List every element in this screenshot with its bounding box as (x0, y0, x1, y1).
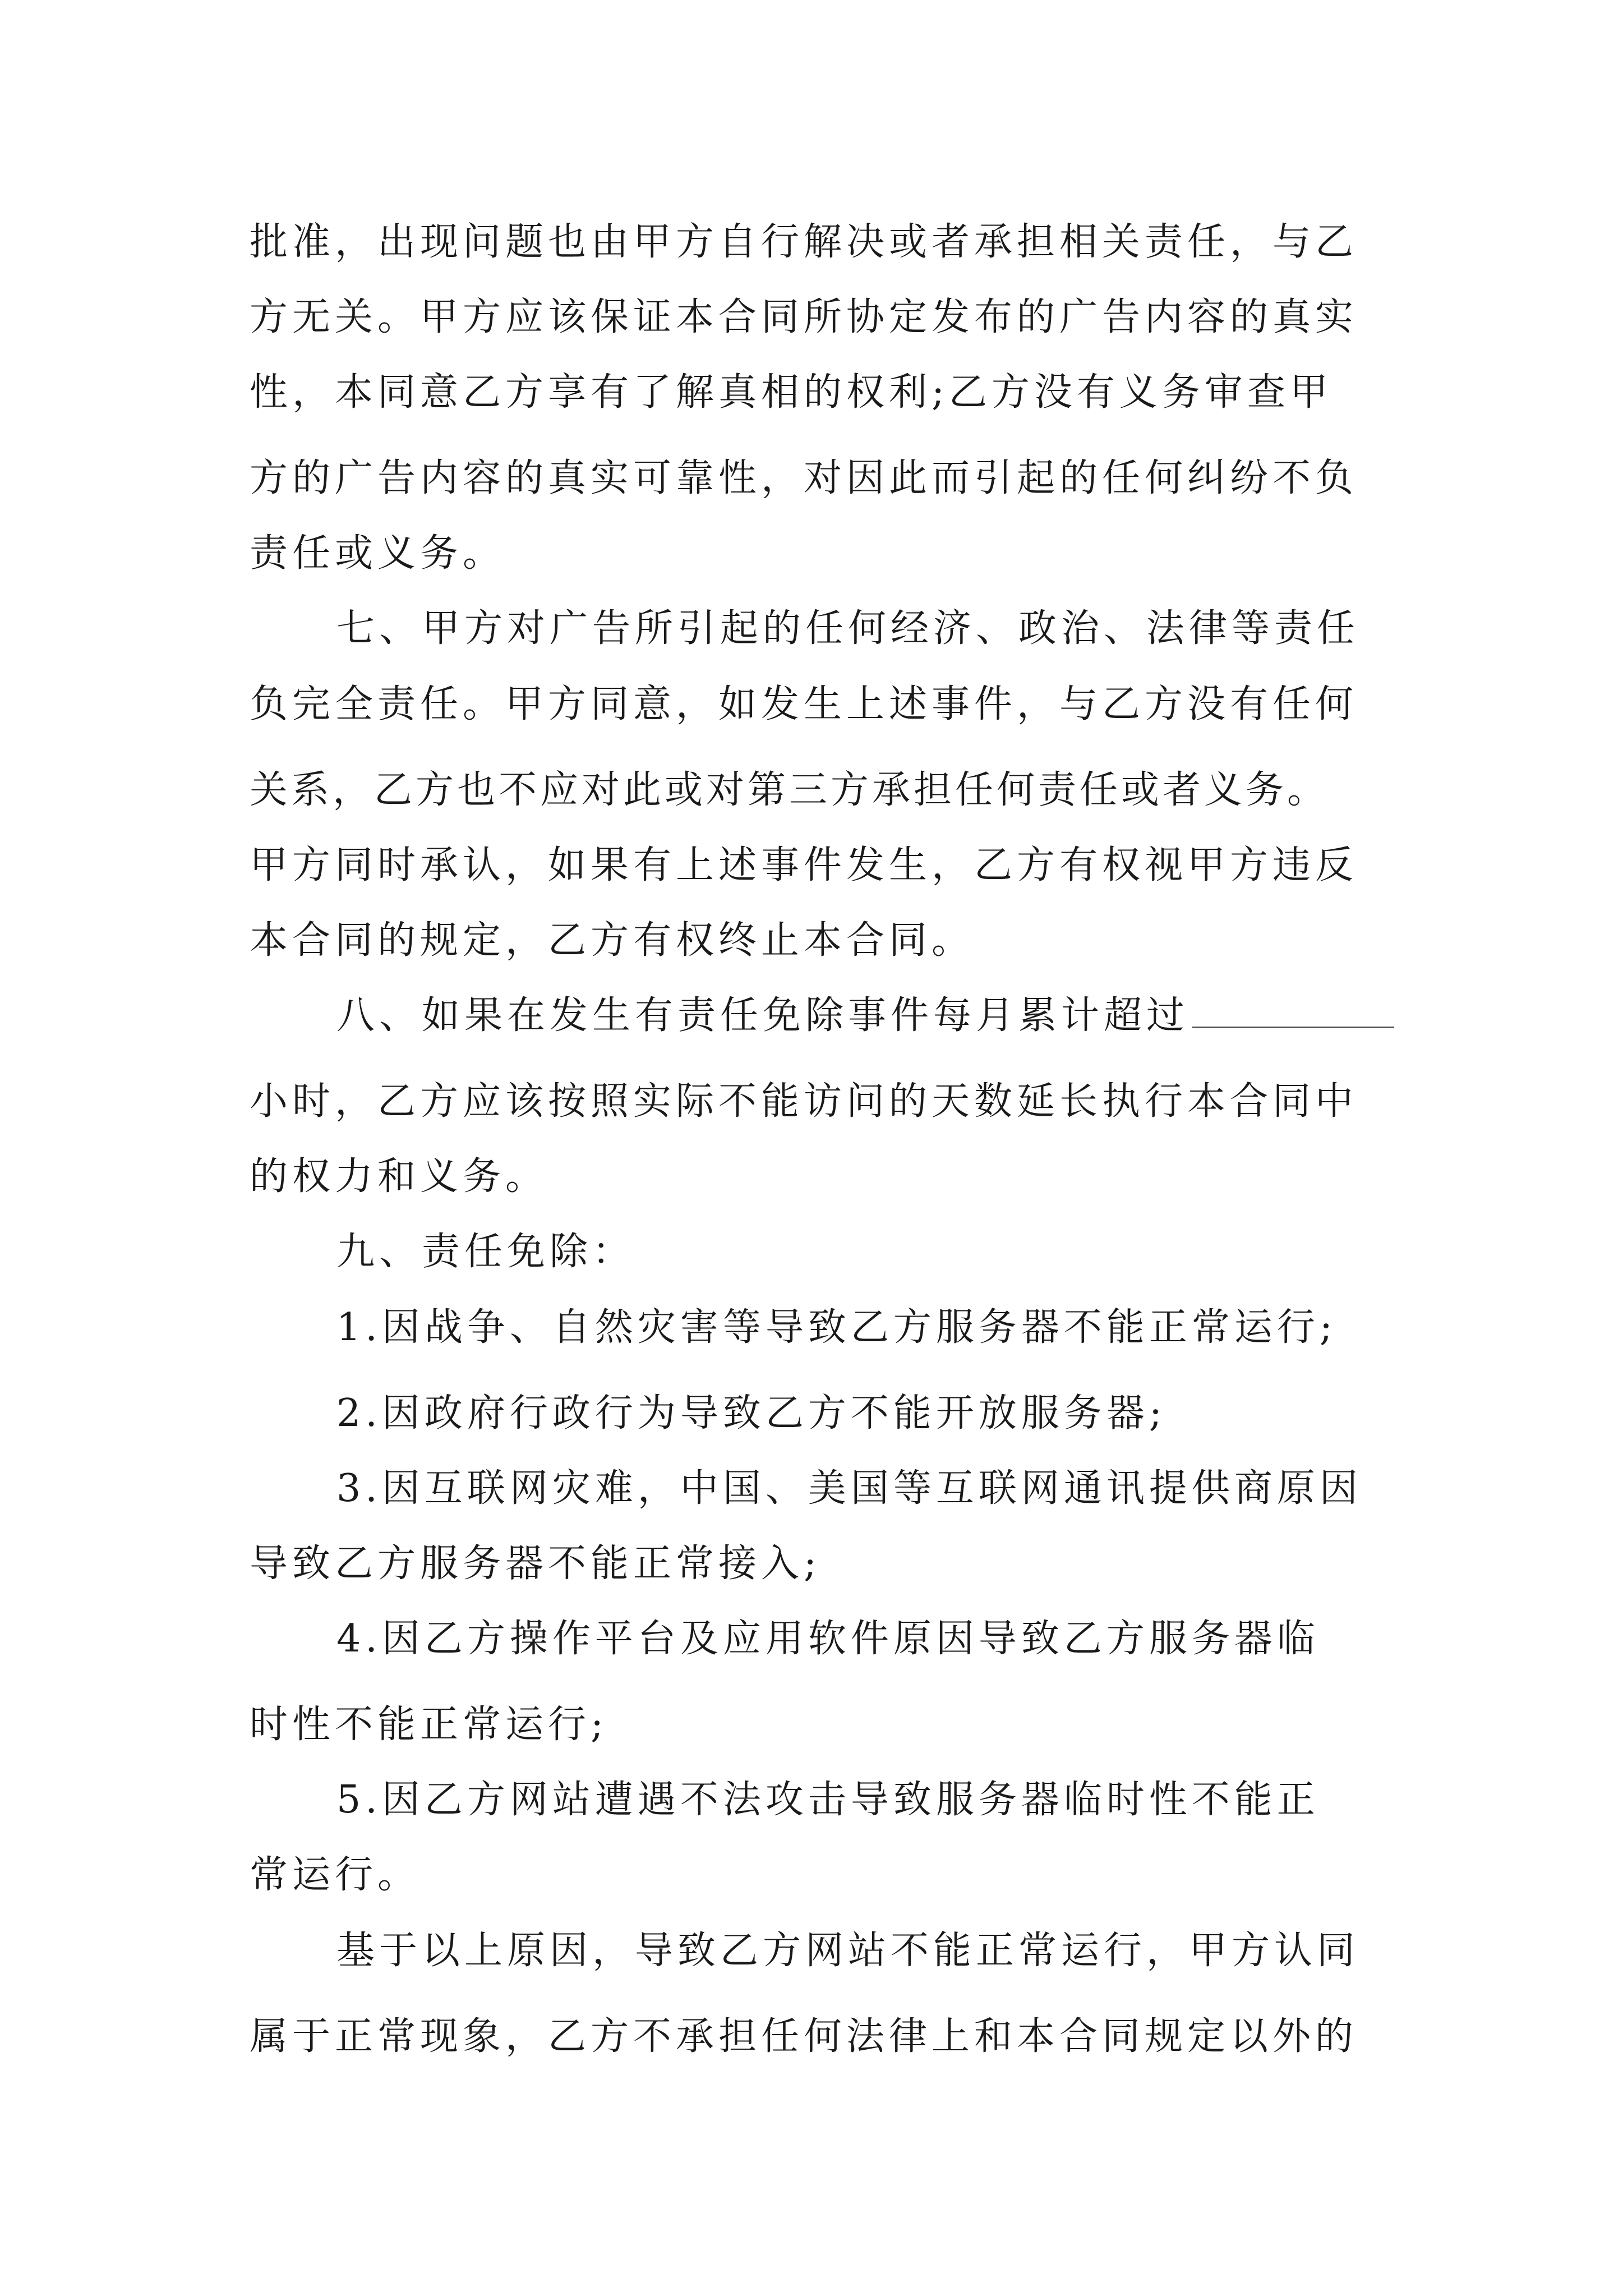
text-line: 性，本同意乙方享有了解真相的权利;乙方没有义务审查甲 (250, 370, 1332, 415)
text-line: 负完全责任。甲方同意，如发生上述事件，与乙方没有任何 (250, 682, 1358, 726)
list-item: 5.因乙方网站遭遇不法攻击导致服务器临时性不能正 (336, 1778, 1320, 1822)
text-line: 关系，乙方也不应对此或对第三方承担任何责任或者义务。 (250, 768, 1329, 812)
list-item: 2.因政府行政行为导致乙方不能开放服务器; (336, 1391, 1166, 1435)
text-line: 责任或义务。 (250, 531, 506, 576)
text-line-with-blank (336, 985, 1503, 1047)
text-line: 方无关。甲方应该保证本合同所协定发布的广告内容的真实 (250, 295, 1358, 339)
text-line: 七、甲方对广告所引起的任何经济、政治、法律等责任 (336, 606, 1360, 651)
list-item: 3.因互联网灾难，中国、美国等互联网通讯提供商原因 (336, 1466, 1362, 1511)
clause-eight-text: 八、如果在发生有责任免除事件每月累计超过 (336, 993, 1189, 1038)
text-line: 甲方同时承认，如果有上述事件发生，乙方有权视甲方违反 (250, 843, 1358, 887)
text-line: 属于正常现象，乙方不承担任何法律上和本合同规定以外的 (250, 2014, 1358, 2059)
list-item: 4.因乙方操作平台及应用软件原因导致乙方服务器临 (336, 1617, 1320, 1661)
text-line: 本合同的规定，乙方有权终止本合同。 (250, 918, 975, 963)
text-line: 导致乙方服务器不能正常接入; (250, 1542, 821, 1586)
text-line: 时性不能正常运行; (250, 1703, 608, 1747)
list-item: 1.因战争、自然灾害等导致乙方服务器不能正常运行; (336, 1305, 1337, 1350)
text-line: 小时，乙方应该按照实际不能访问的天数延长执行本合同中 (250, 1079, 1358, 1124)
text-line: 批准，出现问题也由甲方自行解决或者承担相关责任，与乙 (250, 220, 1358, 264)
fill-in-blank (1192, 993, 1394, 1028)
text-line: 的权力和义务。 (250, 1154, 548, 1199)
text-line: 方的广告内容的真实可靠性，对因此而引起的任何纠纷不负 (250, 456, 1358, 500)
section-heading: 九、责任免除： (336, 1230, 635, 1274)
text-line: 基于以上原因，导致乙方网站不能正常运行，甲方认同 (336, 1929, 1360, 1973)
text-line: 常运行。 (250, 1853, 421, 1897)
